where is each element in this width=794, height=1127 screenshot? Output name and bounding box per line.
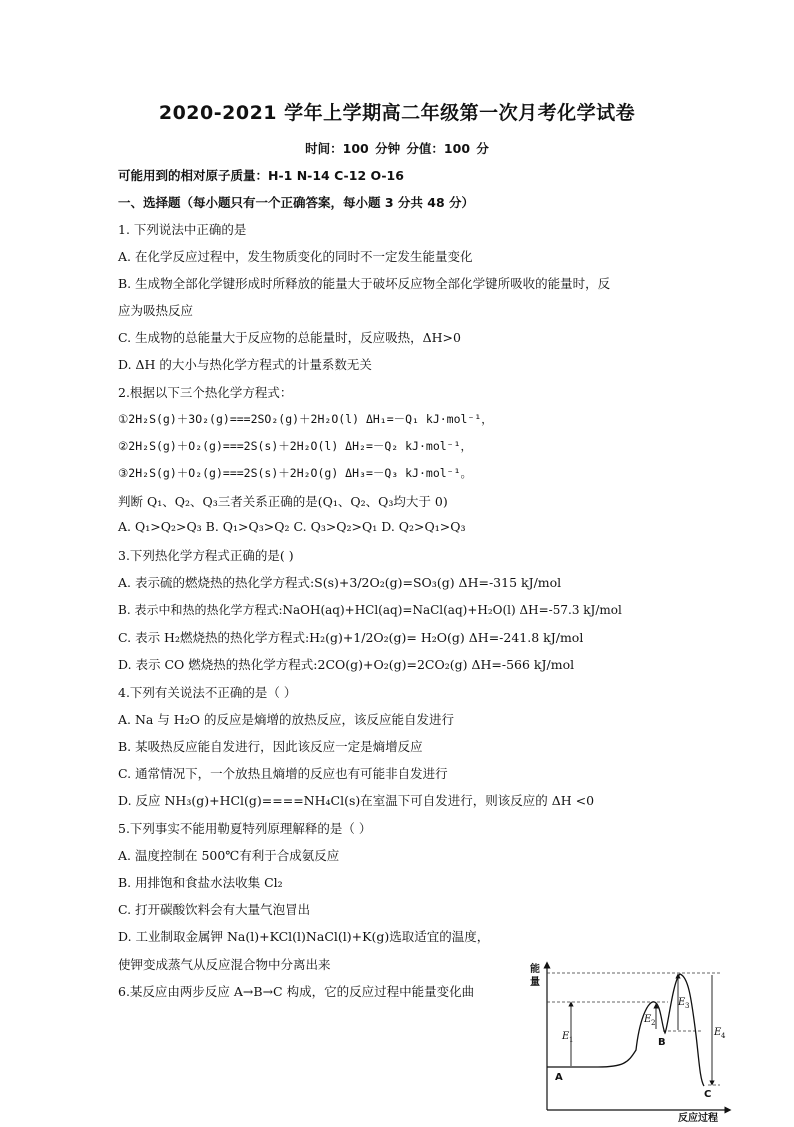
- e3-label: E: [678, 997, 686, 1008]
- q2-stem: 2.根据以下三个热化学方程式：: [118, 385, 293, 400]
- e1-subscript: 1: [569, 1036, 574, 1044]
- e3-subscript: 3: [685, 1002, 690, 1010]
- q3-option-b: B. 表示中和热的热化学方程式:NaOH(aq)+HCl(aq)=NaCl(aq)+H₂O(l) ΔH=-57.3 kJ/mol: [118, 603, 622, 617]
- point-a-label: A: [555, 1072, 563, 1083]
- q1-option-b-line2: 应为吸热反应: [118, 303, 194, 318]
- q1-option-d: D. ΔH 的大小与热化学方程式的计量系数无关: [118, 357, 372, 372]
- q5-option-b: B. 用排饱和食盐水法收集 Cl₂: [118, 875, 283, 890]
- q1-stem: 1. 下列说法中正确的是: [118, 222, 247, 237]
- q3-option-d: D. 表示 CO 燃烧热的热化学方程式:2CO(g)+O₂(g)=2CO₂(g) ΔH=-566 kJ/mol: [118, 657, 575, 672]
- e2-label: E: [644, 1014, 652, 1025]
- q3-stem: 3.下列热化学方程式正确的是( ): [118, 548, 294, 563]
- q2-equation-2: ②2H₂S(g)＋O₂(g)===2S(s)＋2H₂O(l) ΔH₂=－Q₂ kJ·mol⁻¹，: [118, 439, 473, 453]
- section-heading: 一、选择题（每小题只有一个正确答案，每小题 3 分共 48 分）: [118, 195, 475, 210]
- q4-stem: 4.下列有关说法不正确的是（ ）: [118, 685, 297, 700]
- exam-title: 2020-2021 学年上学期高二年级第一次月考化学试卷: [158, 102, 636, 124]
- energy-diagram: [528, 955, 738, 1123]
- q3-option-a: A. 表示硫的燃烧热的热化学方程式:S(s)+3/2O₂(g)=SO₃(g) ΔH=-315 kJ/mol: [118, 575, 562, 590]
- q4-option-b: B. 某吸热反应能自发进行，因此该反应一定是熵增反应: [118, 739, 423, 754]
- point-b-label: B: [658, 1037, 666, 1048]
- q2-options: A. Q₁>Q₂>Q₃ B. Q₁>Q₃>Q₂ C. Q₃>Q₂>Q₁ D. Q₂>Q₁>Q₃: [118, 519, 466, 534]
- x-label: 反应过程: [678, 1113, 718, 1123]
- e1-label: E: [562, 1031, 570, 1042]
- e4-label: E: [714, 1027, 722, 1038]
- energy-diagram-svg: [528, 955, 738, 1123]
- q4-option-d: D. 反应 NH₃(g)+HCl(g)====NH₄Cl(s)在室温下可自发进行，则该反应的 ΔH <0: [118, 793, 595, 808]
- energy-curve: [547, 974, 704, 1086]
- y-label-1: 能: [530, 964, 540, 975]
- q2-equation-3: ③2H₂S(g)＋O₂(g)===2S(s)＋2H₂O(g) ΔH₃=－Q₃ kJ·mol⁻¹。: [118, 466, 473, 480]
- e2-subscript: 2: [651, 1019, 656, 1027]
- q2-equation-1: ①2H₂S(g)＋3O₂(g)===2SO₂(g)＋2H₂O(l) ΔH₁=－Q₁ kJ·mol⁻¹，: [118, 412, 493, 426]
- q4-option-c: C. 通常情况下，一个放热且熵增的反应也有可能非自发进行: [118, 766, 448, 781]
- atomic-masses: 可能用到的相对原子质量：H-1 N-14 C-12 O-16: [118, 168, 404, 183]
- q4-option-a: A. Na 与 H₂O 的反应是熵增的放热反应，该反应能自发进行: [118, 712, 454, 727]
- exam-time-score: 时间：100 分钟 分值：100 分: [305, 141, 489, 156]
- e4-subscript: 4: [721, 1032, 726, 1040]
- q6-stem: 6.某反应由两步反应 A→B→C 构成，它的反应过程中能量变化曲: [118, 984, 475, 999]
- y-label-2: 量: [530, 977, 540, 988]
- q1-option-c: C. 生成物的总能量大于反应物的总能量时，反应吸热，ΔH>0: [118, 330, 461, 345]
- q5-option-a: A. 温度控制在 500℃有利于合成氨反应: [118, 848, 340, 863]
- q3-option-c: C. 表示 H₂燃烧热的热化学方程式:H₂(g)+1/2O₂(g)= H₂O(g) ΔH=-241.8 kJ/mol: [118, 630, 584, 645]
- q5-option-d-line2: 使钾变成蒸气从反应混合物中分离出来: [118, 957, 331, 972]
- q2-judge: 判断 Q₁、Q₂、Q₃三者关系正确的是(Q₁、Q₂、Q₃均大于 0): [118, 494, 448, 509]
- q1-option-a: A. 在化学反应过程中，发生物质变化的同时不一定发生能量变化: [118, 249, 473, 264]
- q1-option-b-line1: B. 生成物全部化学键形成时所释放的能量大于破坏反应物全部化学键所吸收的能量时，反: [118, 276, 611, 291]
- point-c-label: C: [704, 1089, 712, 1100]
- q5-option-c: C. 打开碳酸饮料会有大量气泡冒出: [118, 902, 311, 917]
- q5-option-d-line1: D. 工业制取金属钾 Na(l)+KCl(l)NaCl(l)+K(g)选取适宜的温度，: [118, 929, 490, 944]
- q5-stem: 5.下列事实不能用勒夏特列原理解释的是（ ）: [118, 821, 372, 836]
